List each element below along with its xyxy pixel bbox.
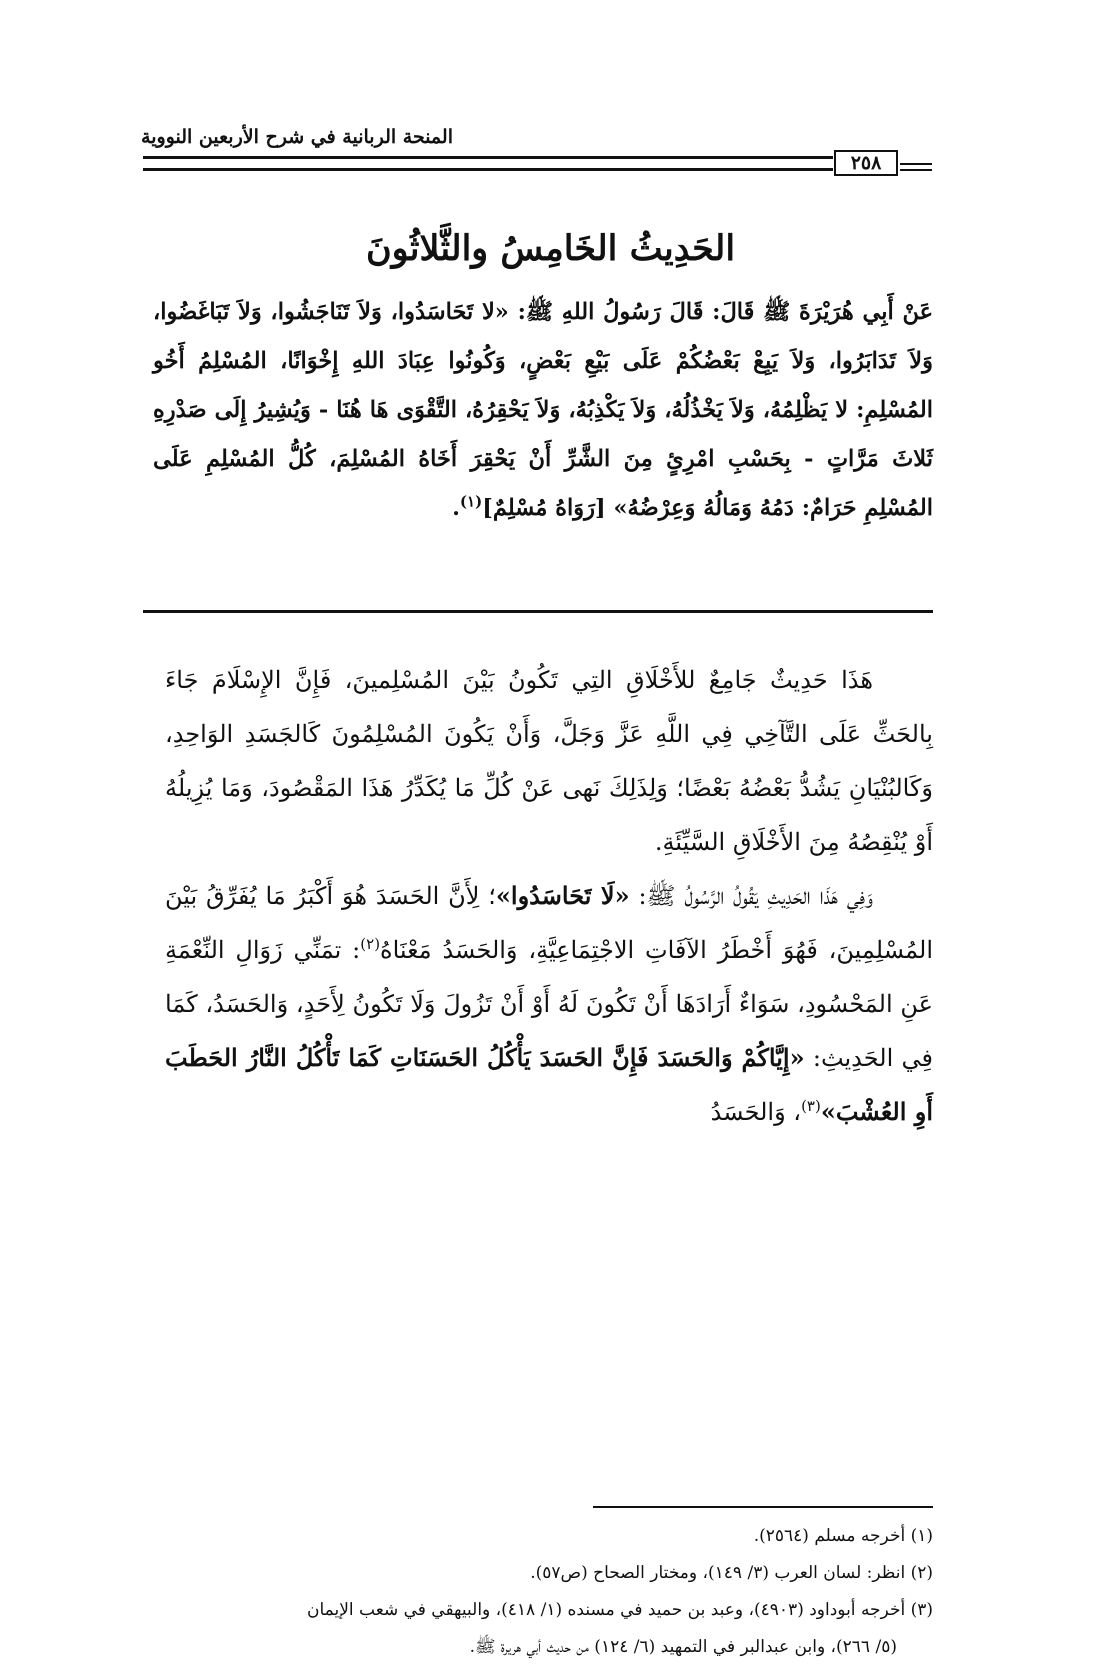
footnote-2: (٢) انظر: لسان العرب (٣/ ١٤٩)، ومختار الصحاح (ص٥٧).	[530, 1563, 933, 1583]
hadith-quote: «إِيَّاكُمْ وَالحَسَدَ فَإِنَّ الحَسَدَ يَأْكُلُ الحَسَنَاتِ كَمَا تَأْكُلُ النَّارُ الحَطَبَ أَوِ العُشْبَ»	[165, 1043, 933, 1126]
commentary-paragraph-2	[165, 869, 933, 1139]
footnote-ref-3: (٣)	[801, 1097, 821, 1115]
hadith-end: .	[452, 495, 460, 521]
commentary-text: ؛ لِأَنَّ الحَسَدَ هُوَ أَكْبَرُ مَا يُفَرِّقُ بَيْنَ المُسْلِمِينَ، فَهُوَ أَخْطَرُ الآفَاتِ الاجْتِمَاعِيَّةِ، وَالحَسَدُ مَعْنَاهُ	[165, 882, 933, 964]
header-rule-top	[143, 156, 833, 159]
header-rule-bottom	[143, 168, 833, 171]
commentary-text: : تمَنِّي زَوَالِ النِّعْمَةِ عَنِ المَحْسُودِ، سَوَاءٌ أَرَادَهَا أَنْ تَكُونَ لَهُ أَوْ أَنْ تَزُولَ وَلَا تَكُونُ لِأَحَدٍ، وَالحَسَدُ، كَمَا فِي الحَدِيثِ:	[165, 936, 933, 1072]
page-number: ٢٥٨	[834, 150, 898, 176]
header-rule-tail-bottom	[900, 169, 932, 171]
header-rule-tail-top	[900, 163, 932, 165]
hadith-text	[153, 288, 933, 533]
commentary-paragraph-1: هَذَا حَدِيثٌ جَامِعٌ للأَخْلَاقِ التِي تَكُونُ بَيْنَ المُسْلِمينَ، فَإِنَّ الإِسْلَامَ جَاءَ بِالحَثِّ عَلَى التَّآخِي فِي اللَّهِ عَزَّ وَجَلَّ، وَأَنْ يَكُونَ المُسْلِمُونَ كَالجَسَدِ الوَاحِدِ، وَكَالبُنْيَانِ يَشُدُّ بَعْضُهُ بَعْضًا؛ وَلِذَلِكَ نَهى عَنْ كُلِّ مَا يُكَدِّرُ هَذَا المَقْصُودَ، وَمَا يُزِيلُهُ أَوْ يُنْقِصُهُ مِنَ الأَخْلَاقِ السَّيِّئَةِ.	[165, 666, 933, 856]
hadith-body: عَنْ أَبِي هُرَيْرَةَ ﷺ قَالَ: قَالَ رَسُولُ اللهِ ﷺ: «لا تَحَاسَدُوا، وَلاَ تَنَاجَشُوا، وَلاَ تَبَاغَضُوا، وَلاَ تَدَابَرُوا، وَلاَ يَبِعْ بَعْضُكُمْ عَلَى بَيْعِ بَعْضٍ، وَكُونُوا عِبَادَ اللهِ إِخْوَانًا، المُسْلِمُ أَخُو المُسْلِمِ: لا يَظْلِمُهُ، وَلاَ يَخْذُلُهُ، وَلاَ يَكْذِبُهُ، وَلاَ يَحْقِرُهُ، التَّقْوَى هَا هُنَا - وَيُشِيرُ إِلَى صَدْرِهِ ثَلاثَ مَرَّاتٍ - بِحَسْبِ امْرِئٍ مِنَ الشَّرِّ أَنْ يَحْقِرَ أَخَاهُ المُسْلِمَ، كُلُّ المُسْلِمِ عَلَى المُسْلِمِ حَرَامٌ: دَمُهُ وَمَالُهُ وَعِرْضُهُ» [رَوَاهُ مُسْلِمٌ]	[153, 299, 933, 521]
running-header-title: المنحة الربانية في شرح الأربعين النووية	[141, 126, 453, 148]
hadith-quote: «لَا تَحَاسَدُوا»	[495, 881, 630, 910]
hadith-title: الحَدِيثُ الخَامِسُ والثَّلاثُونَ	[365, 228, 736, 269]
section-divider	[143, 610, 933, 613]
footnote-divider	[593, 1506, 933, 1508]
footnote-ref-1: (١)	[459, 492, 483, 511]
footnotes	[143, 1518, 933, 1666]
footnote-3: (٣) أخرجه أبوداود (٤٩٠٣)، وعبد بن حميد في مسنده (١/ ٤١٨)، والبيهقي في شعب الإيمان	[307, 1600, 933, 1620]
commentary-text: وَفِي هَذَا الحَدِيثِ يَقُولُ الرَّسُولُ ﷺ:	[629, 882, 874, 910]
footnote-1: (١) أخرجه مسلم (٢٥٦٤).	[753, 1526, 933, 1546]
footnote-ref-2: (٢)	[360, 935, 381, 953]
commentary-text: ، وَالحَسَدُ	[710, 1098, 802, 1126]
footnote-3-continued: (٥/ ٢٦٦)، وابن عبدالبر في التمهيد (٦/ ١٢٤) من حديث أبي هريرة ﷺ.	[469, 1637, 897, 1657]
commentary	[165, 653, 933, 1139]
